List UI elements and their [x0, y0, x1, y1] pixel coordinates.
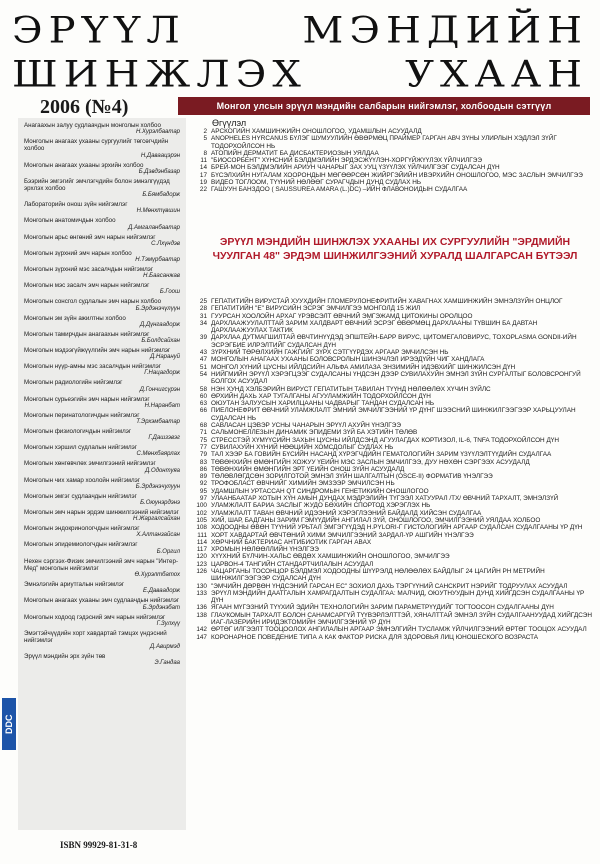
toc-row: [192, 532, 592, 539]
toc-title: ХРОМЫН НӨЛӨӨЛЛИЙН ҮНЭЛГЭЭ: [211, 546, 319, 554]
toc-page-number: 100: [196, 502, 207, 510]
list-item: [24, 347, 180, 361]
toc-page-number: 5: [203, 135, 207, 143]
toc-row: [192, 364, 592, 371]
list-item: [24, 630, 180, 651]
society-name: Монголын нүүр-амны мэс засалчдын нийгэмлэг: [24, 363, 162, 371]
section-title: ЭРҮҮЛ МЭНДИЙН ШИНЖЛЭХ УХААНЫ ИХ СУРГУУЛИЙН "ЭРДМИЙН ЧУУЛГАН 48" ЭРДЭМ ШИНЖИЛГЭЭНИЙ ХУРАЛД ШАЛГАРСАН БҮТЭЭЛ: [212, 236, 578, 262]
toc-title: ЗҮРХНИЙ ТӨРӨЛХИЙН ГАЖГИЙГ ЗҮРХ СЭТГҮҮРДЭХ АРГААР ЭМЧИЛСЭН НЬ: [211, 349, 449, 357]
society-head: Д.Гончигсүрэн: [139, 386, 180, 393]
society-name: Монголын анагаах ухааны эрхийн холбоо: [24, 161, 144, 169]
toc-title: "БИОСОРБЕНТ" ХҮНСНИЙ БЭЛДМЭЛИЙН ЭРДЭСЖҮҮЛЭН-ХОРГҮЙЖҮҮЛЭХ ҮЙЛЧИЛГЭЭ: [211, 157, 482, 165]
toc-row: [192, 135, 592, 150]
society-head: С.Лхүндэв: [151, 240, 180, 247]
toc-page-number: 133: [196, 589, 207, 597]
toc-title: ТӨВӨНХИЙН ӨМӨНГИЙН ХОЖУУ ҮЕИЙН МЭС ЗАСЛЫН ЭМЧИЛГЭЭ, ДУУ НӨХӨН СЭРГЭЭХ АСУУДАЛД: [211, 458, 530, 466]
toc-page-number: 126: [196, 567, 207, 575]
society-name: Бээрийн эмгэгийг эмчлэгчдийн болон эмнэлгүүдэд эрхлэх холбоо: [24, 177, 170, 193]
toc-title: СТРЕССТЭЙ ХҮМҮҮСИЙН ЗАХЫН ЦУСНЫ ИЙЛДСЭНД АГУУЛАГДАХ КОРТИЗОЛ, IL-6, TNFA ТОДОРХОЙЛСОН ДҮН: [211, 436, 559, 444]
society-name: Монголын хэршил судлалын нийгэмлэг: [24, 444, 138, 452]
toc-page-number: 60: [199, 392, 207, 400]
toc-page-number: 86: [199, 465, 207, 473]
society-head: Б.Оюунэрдэнэ: [140, 500, 180, 507]
toc-title: УЛАМЖЛАЛТ БАРИА ЗАСЛЫГ ЖУДО БӨХИЙН СПОРТОД ХЭРЭГЛЭХ НЬ: [211, 502, 431, 510]
toc-title: ГЕПАТИТИЙН ВИРУСТАЙ ХУУХДИЙН ГЛОМЕРУЛОНЕФРИТИЙН ХАВАГНАХ ХАМШИНЖИЙН ЭМНЭЛЗҮЙН ОНЦЛОГ: [211, 298, 563, 305]
toc-page-number: 54: [199, 370, 207, 378]
toc-row: [192, 510, 592, 517]
list-item: [24, 162, 180, 176]
list-item: [24, 525, 180, 539]
toc-page-number: 71: [199, 429, 207, 437]
toc-row: [192, 172, 592, 179]
society-name: Монголын мэс засалч эмч нарын нийгэмлэг: [24, 282, 150, 290]
society-head: Н.Мөнхтүвшин: [136, 208, 180, 215]
society-head: Н.Тэмүрбаатар: [135, 257, 180, 264]
toc-title: УЛААНБААТАР ХОТЫН ХҮН АМЫН ДУНДАХ МЭДРЭЛИЙН ТҮГЭЭЛ ХАТУУРАЛ /ТХ/ ӨВЧНИЙ ТАРХАЛТ, ЭМНЭЛЗҮЙ: [211, 495, 559, 503]
toc-title: СУВИЛАХУЙН ХҮНИЙ НӨӨЦИЙН ХОМСДОЛЫГ СУДЛАХ НЬ: [211, 443, 394, 451]
toc-page-number: 19: [199, 179, 207, 187]
list-item: [24, 581, 180, 595]
society-head: С.Мөнхбаярлах: [136, 451, 180, 458]
society-name: Монголын чих хамар хоолойн нийгэмлэг: [24, 476, 141, 484]
list-item: [24, 541, 180, 555]
toc-page-number: 68: [199, 422, 207, 430]
toc-page-number: 8: [203, 149, 207, 157]
toc-title: НЭН ХУНД ХЭЛБЭРИЙН ВИРУСТ ГЕПАТИТЫН ТАВИЛАН ТҮҮНД НӨЛӨӨЛӨХ ХҮЧИН ЗҮЙЛС: [211, 385, 491, 393]
society-name: Монголын мэдээгүйжүүлгийн эмч нарын нийгэмлэг: [24, 347, 171, 355]
society-name: Анагаахын залуу судлаачдын монголын холбоо: [24, 122, 161, 129]
toc-title: ГЕПАТИТИЙН "Е" ВИРУСИЙН ЭСРЭГ ЭМЧИЛГЭЭ МОНГОЛД 15 ЖИЛ: [211, 305, 421, 313]
society-head: Д.Амгаланбаатар: [128, 224, 180, 231]
toc-row: [192, 459, 592, 466]
toc-title: ӨРХИЙН ДАХЬ ХАР ТУГАЛГАНЫ АГУУЛАМЖИЙН ТОДОРХОЙЛСОН ДҮН: [211, 392, 431, 400]
society-name: Нехен сэргээх-Физик эмчилгээний эмч нарын "Интер-Мед" монголын нийгэмлэг: [24, 557, 178, 572]
toc-title: ЦАРВОН-4 ТАНГИЙН СТАНДАРТЧИЛАЛЫН АСУУДАЛ: [211, 560, 374, 568]
society-name: Эмнэлэгийн ариутгалын нийгэмлэг: [24, 581, 125, 589]
toc-page-number: 108: [196, 524, 207, 532]
toc-page-number: 11: [200, 157, 207, 165]
toc-page-number: 66: [199, 407, 207, 415]
toc-row: [192, 480, 592, 487]
list-item: [24, 597, 180, 611]
toc-title: МОНГОЛ ХҮНИЙ ЦУСНЫ ИЙЛДСИЙН АЛЬФА АМИЛАЗА ЭНЗИМИЙН ИДЭВХИЙГ ШИНЖИЛСЭН ДҮН: [211, 363, 516, 371]
toc-page-number: 17: [199, 171, 207, 179]
society-head: Д.Дүнгаадорж: [139, 321, 180, 328]
toc-page-number: 117: [196, 546, 207, 554]
society-head: Н.Хурэлбаатар: [136, 129, 180, 136]
society-name: Монголын анагаах ухааны эмч судлаачдын нийгэмлэг: [24, 597, 180, 605]
society-head: Б.Оргил: [156, 548, 180, 555]
toc-row: [192, 524, 592, 531]
toc-row: [192, 356, 592, 363]
society-sidebar: [18, 118, 186, 830]
society-head: Т.Эрхэмбаатар: [136, 419, 180, 426]
toc-page-number: 79: [199, 451, 207, 459]
toc-title: ХӨРЧНИЙ БАКТЕРИАС АНТИБИОТИК ГАРГАН АВАХ: [211, 538, 372, 546]
society-name: Эмэгтэйчүүдийн хорт хавдартай тэмцэх үндэсний нийгэмлэг: [24, 629, 167, 644]
toc-page-number: 25: [199, 298, 207, 305]
toc-page-number: 97: [199, 495, 207, 503]
toc-title: БРЕЙ-МОН БЭЛДМЭЛИЙН АРИУН ЧАНАРЫГ ЗАХ УУЦ ҮЗҮҮЛЭХ ҮЙЛЧИЛГЭЭГ СУДАЛСАН ДҮН: [211, 164, 500, 172]
toc-page-number: 51: [199, 363, 207, 371]
toc-page-number: 28: [199, 305, 207, 313]
toc-row: [192, 634, 592, 641]
society-name: Монголын перинатологичдын нийгэмлэг: [24, 411, 140, 419]
toc-row: [192, 164, 592, 171]
society-head: Б.Дэвдэнбазар: [138, 168, 180, 175]
toc-page-number: 120: [196, 553, 207, 561]
society-name: Монголын зүрхний мэс засалчдын нийгэмлэг: [24, 266, 154, 274]
toc-page-number: 111: [197, 531, 207, 539]
society-head: Г.Нацагдорж: [144, 370, 180, 377]
toc-page-number: 92: [199, 480, 207, 488]
society-head: Ө.Хурэлтбатох: [134, 572, 180, 579]
society-head: Б.Эрдэнэбат: [142, 604, 180, 611]
society-name: Монголын зүрхний эмч нарын холбоо: [24, 249, 132, 257]
society-head: Г.Зулхүү: [156, 620, 180, 627]
society-head: Х.Алтанзайсан: [136, 532, 180, 539]
toc-row: [192, 320, 592, 335]
toc-title: ХОРТ ХАВДАРТАЙ ӨВЧТӨНИЙ ХИМИ ЭМЧИЛГЭЭНИЙ ЗАРДАЛ-ҮР АШГИЙН ҮНЭЛГЭЭ: [211, 531, 474, 539]
list-item: [24, 250, 180, 264]
toc-row: [192, 393, 592, 400]
toc-title: ХОДООДНЫ ӨВӨН ТҮҮНИЙ УРЬТАЛ ЭМГЭГҮҮДЭД H.PYLORI-Г ГИСТОЛОГИЙН АРГААР СУДАЛСАН СУДАЛГААНЫ ҮР ДҮН: [211, 524, 583, 532]
list-item: [24, 614, 180, 628]
list-item: [24, 412, 180, 426]
society-head: Г.Дашзэвэг: [148, 435, 180, 442]
toc-page-number: 14: [199, 164, 207, 172]
list-item: [24, 477, 180, 491]
society-name: Эрүүл мэндийн эрх зүйн төв: [24, 653, 106, 661]
society-name: Монголын сурьеэгийн эмч нарын нийгэмлэг: [24, 395, 150, 403]
toc-title: ТАЛ ХЭЭР БА ГОВИЙН БҮСИЙН НАСАНД ХҮРЭГЧДИЙН ГЕМАТОЛОГИЙН ЗАРИМ ҮЗҮҮЛЭЛТҮҮДИЙН СУДАЛГАА: [211, 451, 552, 459]
toc-title: ОЮУТАН ЗАЛУУСЫН ХАРИЛЦААНЫ ЧАДВАРЫГ ТАНДАН СУДАЛСАН НЬ: [211, 400, 435, 408]
society-head: Б.Эрдэнэчулуун: [135, 483, 180, 490]
toc-page-number: 39: [199, 334, 207, 342]
society-head: Н.Жаргалсайхан: [133, 516, 180, 523]
toc-page-number: 31: [199, 312, 207, 320]
list-item: [24, 653, 180, 667]
masthead: [0, 0, 600, 95]
toc-row: [192, 437, 592, 444]
toc-row: [192, 451, 592, 458]
list-item: [24, 558, 180, 579]
list-item: [24, 428, 180, 442]
list-item: [24, 315, 180, 329]
list-item: [24, 122, 180, 136]
society-head: Э.Гандаа: [154, 660, 180, 667]
society-head: Д.Нарануй: [150, 354, 180, 361]
society-name: Монголын анатомичдын холбоо: [24, 217, 116, 225]
list-item: [24, 493, 180, 507]
society-name: Монголын сонсгол судлалын эмч нарын холбоо: [24, 298, 162, 306]
toc-title: ЭРҮҮЛ МЭНДИЙН ДААТГАЛЫН ХАМРАГДАЛТЫН СУДАЛГАА: МАЛЧИД, ОЮУТНУУДЫН ДУНД ХИЙГДСЭН СУДАЛГААНЫ ҮР ДҮН: [211, 589, 585, 605]
society-head: Н.Наранбат: [144, 402, 180, 409]
society-head: Е.Даваадорж: [143, 588, 180, 595]
toc-title: ЯГААН МҮГЭЗНИЙ ТҮҮХИЙ ЭДИЙН ТЕХНОЛОГИЙН ЗАРИМ ПАРАМЕТРҮҮДИЙГ ТОГТООСОН СУДАЛГААНЫ ДҮН: [211, 604, 554, 612]
society-head: Б.Бямбадорж: [142, 192, 180, 199]
toc-row: [192, 407, 592, 422]
masthead-word: МЭНДИЙН: [302, 10, 588, 52]
list-item: [24, 509, 180, 523]
toc-title: ХИЙ, ШАР, БАДГАНЫ ЗАРИМ ГЭМҮҮДИЙН АНГИЛАЛ ЗҮЙ, ОНОШЛОГОО, ЭМЧИЛГЭЭНИЙ УЯЛДАА ХОЛБОО: [211, 516, 541, 524]
toc-page-number: 77: [199, 443, 207, 451]
society-head: Н.Даваацэрэн: [140, 152, 180, 159]
toc-title: АРСКОГИЙН ХАМШИНЖИЙН ОНОШЛОГОО, УДАМШЛЫН АСУУДАЛД: [211, 128, 422, 135]
list-item: [24, 282, 180, 296]
toc-row: [192, 186, 592, 193]
toc-page-number: 75: [199, 436, 207, 444]
toc-title: БҮСЭЛХИЙН НУГАЛАМ ХООРОНДЫН МӨГӨӨРСӨН ЖИЙРГЭЙИЙН ИВЭРХИЙН ОНОШЛОГОО, МЭС ЗАСЛЫН ЭМЧИЛГЭЭ: [211, 171, 583, 179]
toc-page-number: 63: [199, 400, 207, 408]
toc-title: ПИЕЛОНЕФРИТ ӨВЧНИЙ УЛАМЖЛАЛТ ЭМНИЙ ЭМЧИЛГЭЭНИЙ ҮР ДҮНГ ШЭЭСНИЙ ШИНЖИЛГЭЭГЭЭР ХАРЬЦУУЛАН СУДАЛСАН НЬ: [211, 407, 576, 422]
list-item: [24, 379, 180, 393]
table-of-contents: [192, 128, 592, 194]
toc-row: [192, 488, 592, 495]
society-head: Д.Авирмэд: [150, 644, 180, 651]
society-head: Б.Гоош: [159, 289, 180, 296]
toc-row: [192, 313, 592, 320]
list-item: [24, 138, 180, 159]
toc-title: ГЛАУКОМЫН ТАРХАЛТ БОЛОН САНАМСАРГҮЙ ТҮҮВЭРЛЭЛТТЭЙ, ХЯНАЛТТАЙ ЭМНЭЛ ЗҮЙН СУДАЛГААНУУДАД ХИЙГДСЭН ИАГ-ЛАЗЕРИЙН ИРИДЭКТОМИЙН ЭМЧИЛГЭЭНИЙ ҮР ДҮН: [211, 611, 592, 627]
toc-title: ДАРХЛАА ДУТМАГШИЛТАЙ ӨВЧТИНҮҮДЭД ЭПШТЕЙН-БАРР ВИРУС, ЦИТОМЕГАЛОВИРУС, TOXOPLASMA GONDII-ИЙН ЭСРЭГБИЕ ИЛРЭЛТИЙГ СУДАЛСАН ДҮН: [211, 334, 577, 349]
society-name: Монголын тамирчдын анагаахын нийгэмлэг: [24, 330, 150, 338]
society-name: Монголын арьс өнгөний эмч нарын нийгэмлэг: [24, 233, 156, 241]
toc-title: УДАМШЛЫН УРТАССАН QT СИНДРОМЫН ГЕНЕТИКИЙН ОНОШЛОГОО: [211, 487, 429, 495]
society-name: Монголын анагаах ухааны сургуулийг төгсөгчдийн холбоо: [24, 138, 169, 153]
toc-title: ЧАЦАРГАНЫ ТОСОНЦОР БЭЛДМЭЛ ХОДООДНЫ ШҮҮРЭЛД НӨЛӨӨЛӨХ БАЙДЛЫГ 24 ЦАГИЙН PH МЕТРИЙН ШИНЖИЛГЭЭГЭЭР СУДАЛСАН ДҮН: [211, 567, 545, 583]
ddc-label: DDC: [2, 698, 16, 750]
society-name: Монголын эпидемиологчдын нийгэмлэг: [24, 541, 138, 549]
list-item: [24, 201, 180, 215]
society-head: Б.Болдсайхан: [141, 338, 180, 345]
society-name: Монголын эмгэг судлаачдын нийгэмлэг: [24, 492, 137, 500]
toc-row: [192, 612, 592, 627]
masthead-word: УХААН: [405, 54, 588, 96]
toc-title: ВИДЕО ТОГЛООМ, ТҮҮНИЙ НӨЛӨӨГ СУРАГЧДЫН ДУНД СУДЛАХ НЬ: [211, 179, 422, 187]
society-name: Монголын эндокринологчдын нийгэмлэг: [24, 525, 140, 533]
toc-title: ХҮҮХНИЙ БҮЛЧИН-ХАЛЬС ӨВДӨХ ХАМШИНЖИЙН ОНОШЛОГОО, ЭМЧИЛГЭЭ: [211, 553, 450, 561]
toc-page-number: 142: [196, 626, 207, 634]
society-name: Монголын физиологичдын нийгэмлэг: [24, 428, 132, 436]
toc-page-number: 95: [199, 487, 207, 495]
toc-title: САВЛАСАН ЦЭВЭР УСНЫ ЧАНАРЫН ЭРҮҮЛ АХУЙН ҮНЭЛГЭЭ: [211, 422, 401, 430]
toc-page-number: 102: [196, 509, 207, 517]
toc-row: [192, 502, 592, 509]
toc-row: [192, 561, 592, 568]
list-item: [24, 396, 180, 410]
toc-page-number: 83: [199, 458, 207, 466]
list-item: [24, 178, 180, 199]
toc-page-number: 136: [196, 604, 207, 612]
journal-banner: Монгол улсын эрүүл мэндийн салбарын нийгэмлэг, холбоодын сэтгүүл: [178, 97, 590, 115]
society-name: Лабораторийн онош зүйн нийгэмлэг: [24, 201, 128, 209]
toc-page-number: 138: [196, 611, 207, 619]
society-head: Б.Эрдэнэчүлүүн: [135, 305, 180, 312]
society-name: Монголын радиологийн нийгэмлэг: [24, 379, 123, 387]
society-name: Монголын эм зүйн ажилтны холбоо: [24, 314, 126, 322]
toc-title: ӨРТӨГ ИЛГЭЭЛТ ТООЦООЛОХ АНГИЛАЛЫН АРГААР ЭМНЭЛГИЙН ТУСЛАМЖ ҮЙЛЧИЛГЭЭНИЙ ӨРТӨГ ТООЦОХ АСУУДАЛ: [211, 626, 587, 634]
toc-title: ДАРХЛААЖУУЛАЛТТАЙ ЗАРИМ ХАЛДВАРТ ӨВЧНИЙ ЭСРЭГ ӨВӨРМӨЦ ДАРХЛААНЫ ТҮВШИН БА ДАВТАН ДАРХЛААЖУУЛАХ ТАКТИК: [211, 319, 538, 335]
toc-row: [192, 386, 592, 393]
isbn: ISBN 99929-81-31-8: [60, 840, 138, 850]
toc-row: [192, 305, 592, 312]
toc-title: ГУУРСАН ХООЛОЙН АРХАГ ҮРЭВСЭЛТ ӨВЧНИЙ ЭМГЭЖАМД ЦИТОКИНЫ ОРОЛЦОО: [211, 312, 473, 320]
toc-page-number: 89: [199, 473, 207, 481]
table-of-contents-conference: [192, 298, 592, 641]
toc-row: [192, 429, 592, 436]
list-item: [24, 234, 180, 248]
toc-page-number: 123: [196, 560, 207, 568]
toc-title: НИЙГМИЙН ЭРҮҮЛ ХЭРЭГЦЭЭГ СУДАЛСАНЫ ҮНДСЭН ДЭЭР СУВИЛАХУЙН ЭМНЭЛ ЗҮЙН СУРГАЛТЫГ БОЛОВСРОНГУЙ БОЛГОХ АСУУДАЛ: [211, 370, 581, 386]
toc-title: КОРОНАРНОЕ ПОВЕДЕНИЕ ТИПА А КАК ФАКТОР РИСКА ДЛЯ ЗДОРОВЬЯ ЛИЦ ЮНОШЕСКОГО ВОЗРАСТА: [211, 633, 539, 641]
toc-page-number: 130: [196, 582, 207, 590]
toc-title: МОНГОЛЫН АНАГААХ УХААНЫ БОЛОВСРОЛЫН ШИНЭЧЛЭЛ ИРЭЭДҮЙН ЧИГ ХАНДЛАГА: [211, 356, 485, 364]
toc-row: [192, 553, 592, 560]
toc-page-number: 22: [199, 186, 207, 194]
toc-title: САЛЬМОНЕЛЛЕЗЫН ДИНАМИК ЭПИДЕМИ ЗҮЙ БА ХЭТИЙН ТӨЛӨВ: [211, 429, 418, 437]
list-item: [24, 298, 180, 312]
toc-row: [192, 568, 592, 583]
masthead-word: ШИНЖЛЭХ: [12, 54, 307, 96]
toc-page-number: 47: [199, 356, 207, 364]
toc-row: [192, 583, 592, 590]
list-item: [24, 266, 180, 280]
toc-page-number: 147: [196, 633, 207, 641]
toc-title: ТРОФОБЛАСТ ӨВЧНИЙГ ХИМИЙН ЭМЗЭЭР ЭМЧИЛСЭН НЬ: [211, 480, 395, 488]
masthead-line-1: [12, 10, 588, 51]
list-item: [24, 460, 180, 474]
list-item: [24, 331, 180, 345]
toc-row: [192, 539, 592, 546]
list-item: [24, 217, 180, 231]
toc-row: [192, 334, 592, 349]
masthead-line-2: [12, 54, 588, 95]
toc-row: [192, 371, 592, 386]
toc-page-number: 114: [196, 538, 207, 546]
list-item: [24, 444, 180, 458]
toc-page-number: 2: [203, 128, 207, 135]
toc-page-number: 58: [199, 385, 207, 393]
society-name: Монголын эмч нарын эрдэм шинжилгээний нийгэмлэг: [24, 509, 179, 517]
society-head: Н.Баасанжав: [143, 273, 180, 280]
society-name: Монголын хөнгөвчлөх эмчилгээний нийгэмлэг: [24, 460, 156, 468]
toc-title: ТӨЛӨВЛӨГДСӨН ЗОРИЛГОТОЙ ЭМНЭЛ ЗҮЙН ШАЛГАЛТЫН (OSCE-II) ФОРМАТИВ ҮНЭЛГЭЭ: [211, 473, 493, 481]
toc-row: [192, 590, 592, 605]
issue-number: 2006 (№4): [40, 96, 129, 118]
toc-title: УЛАМЖЛАЛТ ТАВАН ӨВЧНИЙ ИДЭЭНИЙ ХЭРЭГЛЭЭНИЙ БАЙДАЛД ХИЙСЭН СУДАЛГАА: [211, 509, 482, 517]
toc-title: "ЭМЧИЙН ДӨРВӨН ҮНДСЭНИЙ ГАРСАН ЕС" ЗОХИОЛ ДАХЬ ТЭРГҮҮНИЙ САНСКРИТ НЭРИЙГ ТОДРУУЛАХ АСУУДАЛ: [211, 582, 568, 590]
toc-row: [192, 604, 592, 611]
toc-label: Өгүүлэл: [212, 118, 247, 128]
toc-title: ГАШУУН БАНЗДОО ( SAUSSUREA AMARA (L.)DC) –ИЙН ФЛАВОНОИДЫН СУДАЛГАА: [211, 186, 468, 194]
toc-page-number: 43: [199, 349, 207, 357]
toc-title: ТӨВӨНХИЙН ӨМӨНГИЙН ЭРТ ҮЕИЙН ОНОШ ЗҮЙН АСУУДАЛД: [211, 465, 405, 473]
masthead-word: ЭРҮҮЛ: [12, 10, 186, 52]
society-head: Д.Одонтуяа: [145, 467, 180, 474]
toc-title: ANOPHELES HYRCANUS БҮЛЭГ ШУМУУЛИЙН ӨВӨРМӨЦ ПРАЙМЕР ГАРГАН АВЧ ЗҮНЫ УЛИРЛЫН ХЭДЛЭЛ ЗҮЙГ ТОДОРХОЙЛСОН НЬ: [211, 135, 557, 150]
list-item: [24, 363, 180, 377]
society-name: Монголын ходоод гэдэсний эмч нарын нийгэмлэг: [24, 613, 166, 621]
toc-page-number: 105: [196, 516, 207, 524]
toc-title: АТОПИЙН ДЕРМАТИТ БА ДИСБАКТЕРИОЗЫН УЯЛДАА: [211, 149, 379, 157]
toc-row: [192, 626, 592, 633]
toc-page-number: 34: [199, 319, 207, 327]
